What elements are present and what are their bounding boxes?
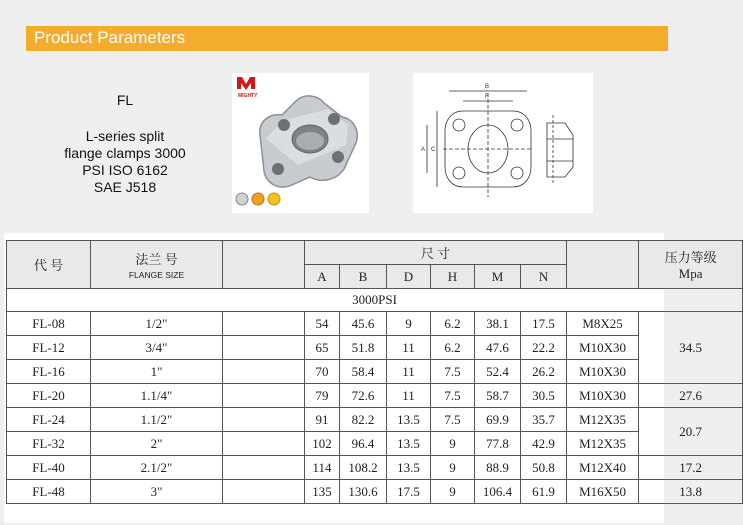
cell-b: 130.6 bbox=[340, 480, 387, 504]
cell-blank bbox=[223, 384, 305, 408]
cell-n: 30.5 bbox=[521, 384, 567, 408]
cell-pressure: 17.2 bbox=[639, 456, 743, 480]
cell-m: 58.7 bbox=[475, 384, 521, 408]
svg-text:A: A bbox=[421, 147, 426, 153]
cell-m: 47.6 bbox=[475, 336, 521, 360]
description-line: L-series split bbox=[85, 128, 165, 144]
cell-pressure: 27.6 bbox=[639, 384, 743, 408]
header-blank bbox=[223, 241, 305, 289]
cell-blank bbox=[223, 432, 305, 456]
cell-code: FL-08 bbox=[7, 312, 91, 336]
certification-badges bbox=[236, 193, 280, 205]
cell-d: 17.5 bbox=[387, 480, 431, 504]
cell-pressure: 20.7 bbox=[639, 408, 743, 456]
header-col-m: M bbox=[475, 265, 521, 289]
header-col-h: H bbox=[431, 265, 475, 289]
cell-h: 7.5 bbox=[431, 408, 475, 432]
cell-b: 45.6 bbox=[340, 312, 387, 336]
cell-blank bbox=[223, 312, 305, 336]
table-row bbox=[7, 384, 743, 408]
cell-h: 9 bbox=[431, 456, 475, 480]
svg-text:B: B bbox=[485, 84, 490, 90]
table-row bbox=[7, 432, 743, 456]
svg-text:C: C bbox=[431, 147, 436, 153]
cell-blank bbox=[223, 480, 305, 504]
cell-b: 82.2 bbox=[340, 408, 387, 432]
technical-drawing bbox=[413, 73, 593, 213]
header-pressure-label: 压力等级 bbox=[664, 250, 717, 265]
cell-bolt: M10X30 bbox=[567, 360, 639, 384]
cell-h: 7.5 bbox=[431, 384, 475, 408]
cell-bolt: M12X35 bbox=[567, 408, 639, 432]
header-code: 代 号 bbox=[7, 241, 91, 289]
header-col-b: B bbox=[340, 265, 387, 289]
cell-h: 9 bbox=[431, 432, 475, 456]
cell-size: 1/2" bbox=[91, 312, 223, 336]
description-line: SAE J518 bbox=[93, 179, 157, 195]
table-row bbox=[7, 456, 743, 480]
spec-table bbox=[6, 240, 743, 504]
table-row bbox=[7, 480, 743, 504]
header-col-n: N bbox=[521, 265, 567, 289]
cell-a: 79 bbox=[305, 384, 340, 408]
cell-blank bbox=[223, 360, 305, 384]
cell-d: 13.5 bbox=[387, 408, 431, 432]
header-flange-size bbox=[91, 241, 223, 289]
cell-pressure: 34.5 bbox=[639, 312, 743, 384]
cell-n: 35.7 bbox=[521, 408, 567, 432]
cell-pressure: 13.8 bbox=[639, 480, 743, 504]
cell-h: 6.2 bbox=[431, 336, 475, 360]
product-description bbox=[40, 92, 210, 196]
cell-d: 11 bbox=[387, 360, 431, 384]
brand-logo bbox=[237, 77, 258, 99]
cell-blank bbox=[223, 456, 305, 480]
cell-m: 77.8 bbox=[475, 432, 521, 456]
cell-b: 51.8 bbox=[340, 336, 387, 360]
header-dimension: 尺 寸 bbox=[305, 241, 567, 265]
table-row bbox=[7, 336, 743, 360]
cell-d: 13.5 bbox=[387, 432, 431, 456]
section-banner bbox=[26, 26, 668, 51]
table-row bbox=[7, 408, 743, 432]
cell-b: 72.6 bbox=[340, 384, 387, 408]
cell-code: FL-48 bbox=[7, 480, 91, 504]
cell-n: 61.9 bbox=[521, 480, 567, 504]
cell-size: 2" bbox=[91, 432, 223, 456]
cell-size: 1.1/4" bbox=[91, 384, 223, 408]
cell-h: 7.5 bbox=[431, 360, 475, 384]
header-col-d: D bbox=[387, 265, 431, 289]
cell-m: 88.9 bbox=[475, 456, 521, 480]
cell-d: 11 bbox=[387, 336, 431, 360]
header-flange-label: 法兰 号 bbox=[135, 252, 178, 267]
section-title: Product Parameters bbox=[34, 28, 186, 47]
cell-code: FL-12 bbox=[7, 336, 91, 360]
cell-a: 91 bbox=[305, 408, 340, 432]
cell-bolt: M10X30 bbox=[567, 384, 639, 408]
flange-drawing bbox=[413, 73, 593, 213]
cell-bolt: M16X50 bbox=[567, 480, 639, 504]
cell-h: 9 bbox=[431, 480, 475, 504]
cell-m: 52.4 bbox=[475, 360, 521, 384]
cell-b: 108.2 bbox=[340, 456, 387, 480]
description-line: PSI ISO 6162 bbox=[82, 162, 168, 178]
cell-bolt: M10X30 bbox=[567, 336, 639, 360]
header-bolt bbox=[567, 241, 639, 289]
svg-text:MIGHTY: MIGHTY bbox=[238, 93, 258, 99]
table-row bbox=[7, 360, 743, 384]
cell-bolt: M8X25 bbox=[567, 312, 639, 336]
cell-a: 65 bbox=[305, 336, 340, 360]
cell-d: 13.5 bbox=[387, 456, 431, 480]
cell-n: 22.2 bbox=[521, 336, 567, 360]
header-flange-en: FLANGE SIZE bbox=[128, 270, 185, 280]
section-row: 3000PSI bbox=[7, 289, 743, 312]
description-line: flange clamps 3000 bbox=[64, 145, 186, 161]
cell-n: 17.5 bbox=[521, 312, 567, 336]
product-photo bbox=[232, 73, 369, 213]
cell-code: FL-24 bbox=[7, 408, 91, 432]
cell-size: 1.1/2" bbox=[91, 408, 223, 432]
svg-text:F: F bbox=[485, 94, 489, 100]
cell-size: 3/4" bbox=[91, 336, 223, 360]
cell-blank bbox=[223, 336, 305, 360]
table-row bbox=[7, 312, 743, 336]
header-col-a: A bbox=[305, 265, 340, 289]
cell-a: 114 bbox=[305, 456, 340, 480]
cell-code: FL-16 bbox=[7, 360, 91, 384]
cell-b: 96.4 bbox=[340, 432, 387, 456]
cell-code: FL-40 bbox=[7, 456, 91, 480]
cell-a: 135 bbox=[305, 480, 340, 504]
cell-m: 38.1 bbox=[475, 312, 521, 336]
cell-size: 3" bbox=[91, 480, 223, 504]
cell-code: FL-20 bbox=[7, 384, 91, 408]
cell-size: 2.1/2" bbox=[91, 456, 223, 480]
header-pressure-unit: Mpa bbox=[678, 266, 703, 281]
cell-bolt: M12X40 bbox=[567, 456, 639, 480]
product-code: FL bbox=[116, 92, 134, 108]
cell-blank bbox=[223, 408, 305, 432]
cell-n: 42.9 bbox=[521, 432, 567, 456]
cell-a: 70 bbox=[305, 360, 340, 384]
cell-a: 102 bbox=[305, 432, 340, 456]
cell-n: 26.2 bbox=[521, 360, 567, 384]
cell-b: 58.4 bbox=[340, 360, 387, 384]
cell-m: 106.4 bbox=[475, 480, 521, 504]
cell-code: FL-32 bbox=[7, 432, 91, 456]
header-pressure bbox=[639, 241, 743, 289]
cell-d: 11 bbox=[387, 384, 431, 408]
cell-n: 50.8 bbox=[521, 456, 567, 480]
cell-a: 54 bbox=[305, 312, 340, 336]
cell-size: 1" bbox=[91, 360, 223, 384]
cell-bolt: M12X35 bbox=[567, 432, 639, 456]
flange-clamp-photo bbox=[232, 73, 369, 213]
cell-h: 6.2 bbox=[431, 312, 475, 336]
cell-m: 69.9 bbox=[475, 408, 521, 432]
cell-d: 9 bbox=[387, 312, 431, 336]
